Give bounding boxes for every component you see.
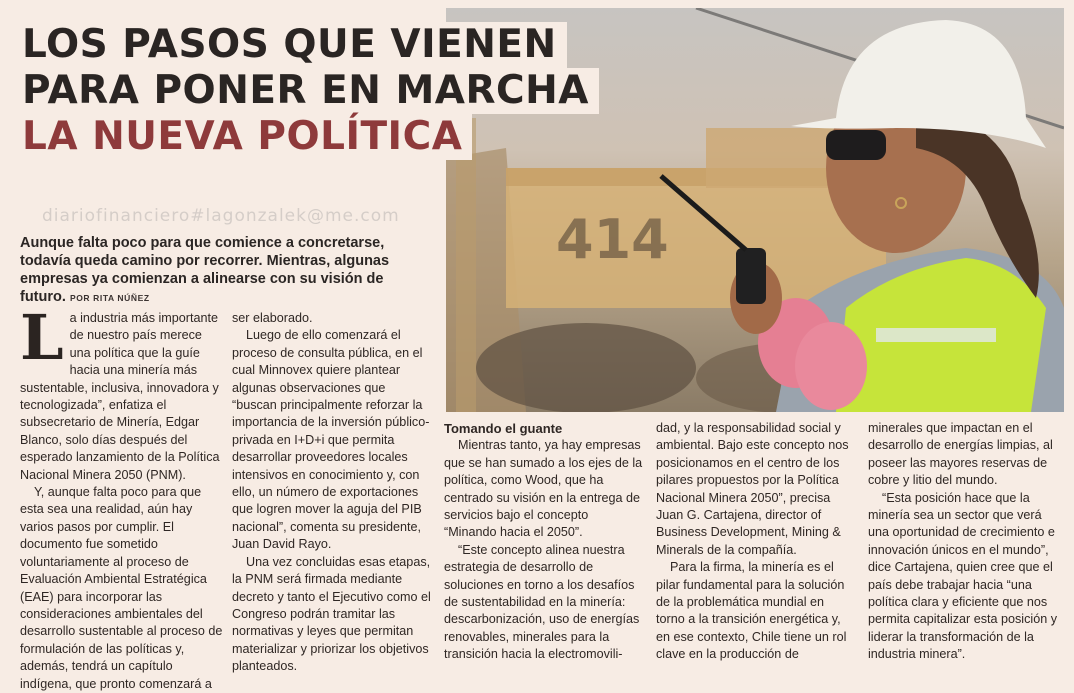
watermark: diariofinanciero#lagonzalek@me.com: [42, 206, 400, 226]
paragraph: minerales que impactan en el desarrollo de energías limpias, al poseer las mayores reservas de cobre y litio del mundo.: [868, 421, 1053, 488]
byline: POR RITA NÚÑEZ: [69, 293, 150, 303]
body-column-5: [868, 420, 1062, 664]
paragraph: “Este concepto alinea nuestra estrategia de desarrollo de soluciones en torno a los desafíos de sustentabilidad en la minería: descarbonización, uso de energías renovables, minerales para la transición hacia la electromovili-: [444, 542, 640, 662]
respirator-filter-2: [795, 322, 867, 410]
headline-line-3: LA NUEVA POLÍTICA: [20, 114, 472, 160]
headline-line-2: PARA PONER EN MARCHA: [20, 68, 599, 114]
headline-line-1: LOS PASOS QUE VIENEN: [20, 22, 567, 68]
paragraph: Luego de ello comenzará el proceso de consulta pública, en el cual Minnovex quiere plantear algunas observaciones que “buscan principalmente reforzar la importancia de la inversión público-privada en I+D+i que permita desarrollar proveedores locales intensivos en conocimiento y, con ello, un número de exportaciones que logren mover la aguja del PIB nacional”, comenta su presidente, Juan David Rayo.: [232, 328, 430, 552]
paragraph: Y, aunque falta poco para que esta sea una realidad, aún hay varios pasos por cumplir. El documento fue sometido voluntariamente al proceso de Evaluación Ambiental Estratégica (EAE) para incorporar las consideraciones ambientales del desarrollo sustentable al proceso de formulación de las políticas y, además, tendrá un capítulo indígena, que pronto comenzará a: [20, 485, 223, 691]
paragraph: Una vez concluidas esas etapas, la PNM será firmada mediante decreto y tanto el Ejecutivo como el Congreso podrán tramitar las normativas y leyes que permitan materializar y priorizar los objetivos planteados.: [232, 554, 431, 674]
body-column-3: [444, 420, 644, 664]
truck-wheel: [476, 323, 696, 412]
body-column-4: [656, 420, 856, 664]
article-lead: [20, 234, 432, 307]
body-column-1: [20, 301, 224, 693]
paragraph: “Esta posición hace que la minería sea un sector que verá una oportunidad de crecimiento e innovación únicos en el mundo”, dice Cartajena, quien cree que el país debe trabajar hacia “una política clara y eficiente que nos permita capitalizar esta posición y liderar la transformación de la industria minera”.: [868, 490, 1057, 662]
paragraph: [20, 301, 224, 484]
lead-text: Aunque falta poco para que comience a concretarse, todavía queda camino por recorrer. Mientras, algunas empresas ya comienzan a alinearse con su visión de futuro.: [20, 235, 390, 305]
truck-number: 414: [556, 208, 669, 271]
drop-cap: L: [20, 301, 64, 374]
sunglasses: [826, 130, 886, 160]
paragraph-text: a industria más importante de nuestro país merece una política que la guíe hacia una minería más sustentable, inclusiva, innovadora y tecnologizada”, enfatiza el subsecretario de Minería, Edgar Blanco, solo días después del esperado lanzamiento de la Política Nacional Minera 2050 (PNM).: [20, 311, 220, 482]
section-heading: Tomando el guante: [444, 421, 563, 436]
body-column-2: [232, 310, 432, 676]
paragraph: Para la firma, la minería es el pilar fundamental para la solución de la problemática mundial en torno a la transición energética y, en ese contexto, Chile tiene un rol clave en la producción de: [656, 560, 847, 662]
paragraph: Mientras tanto, ya hay empresas que se han sumado a los ejes de la política, como Wood, que ha centrado su visión en la entrega de servicios bajo el concepto “Minando hacia el 2050”.: [444, 438, 643, 540]
paragraph: ser elaborado.: [232, 311, 313, 325]
paragraph: dad, y la responsabilidad social y ambiental. Bajo este concepto nos posicionamos en el centro de los pilares propuestos por la Política Nacional Minera 2050”, precisa Juan G. Cartajena, director of Business Development, Mining & Minerals de la compañía.: [656, 421, 849, 557]
walkie-talkie: [736, 248, 766, 304]
article-headline: [20, 22, 599, 160]
